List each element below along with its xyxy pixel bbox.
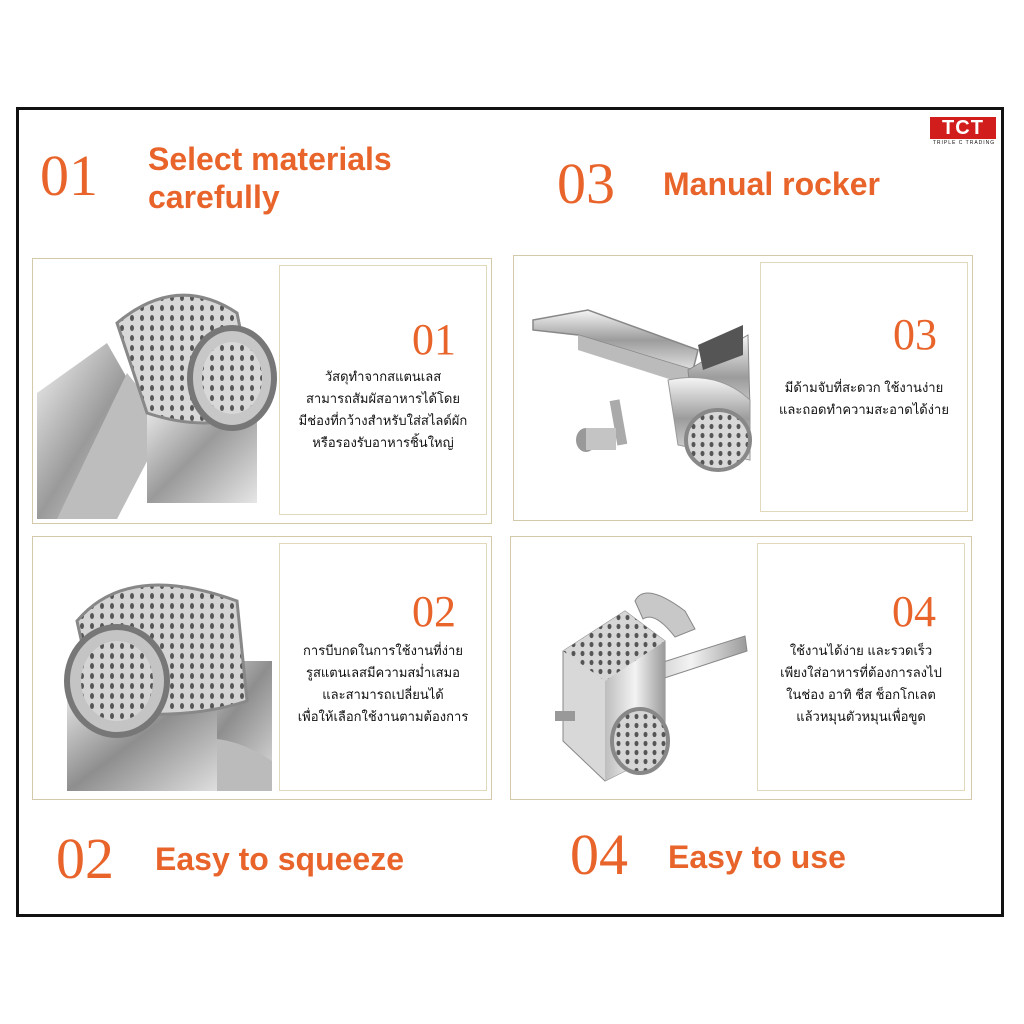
card-number-04: 04 [892, 587, 936, 636]
feature-card-01 [279, 265, 487, 515]
feature-panel-03 [513, 255, 973, 521]
grater-box-image [515, 541, 755, 795]
feature-title-04: Easy to use [668, 839, 846, 875]
feature-number-02: 02 [56, 826, 114, 891]
card-04-line: แล้วหมุนตัวหมุนเพื่อขูด [796, 709, 926, 724]
card-01-line: วัสดุทำจากสแตนเลส [324, 369, 442, 384]
card-text-03 [765, 377, 963, 421]
card-04-line: ใช้งานได้ง่าย และรวดเร็ว [789, 643, 933, 658]
card-text-02 [284, 640, 482, 728]
card-02-line: การบีบกดในการใช้งานที่ง่าย [303, 643, 463, 658]
feature-title-01-line2: carefully [148, 179, 280, 216]
card-number-01: 01 [412, 315, 456, 364]
feature-number-03: 03 [557, 151, 615, 216]
card-02-line: เพื่อให้เลือกใช้งานตามต้องการ [297, 709, 469, 724]
card-01-line: มีช่องที่กว้างสำหรับใส่สไลด์ผัก [298, 413, 468, 428]
card-01-line: สามารถสัมผัสอาหารได้โดย [306, 391, 460, 406]
card-number-02: 02 [412, 587, 456, 636]
card-number-03: 03 [893, 310, 937, 359]
card-04-line: ในช่อง อาทิ ชีส ช็อกโกเลต [786, 687, 936, 702]
feature-number-04: 04 [570, 822, 628, 887]
grater-photo-01 [37, 263, 277, 519]
feature-panel-01 [32, 258, 492, 524]
grater-photo-04 [515, 541, 755, 795]
card-02-line: รูสแตนเลสมีความสม่ำเสมอ [306, 665, 460, 680]
rotary-grater-image [37, 263, 277, 519]
feature-title-01-line1: Select materials [148, 141, 392, 177]
feature-card-03 [760, 262, 968, 512]
grater-photo-02 [37, 541, 277, 795]
feature-card-04 [757, 543, 965, 791]
feature-title-02: Easy to squeeze [155, 841, 404, 877]
feature-card-02 [279, 543, 487, 791]
card-text-04 [762, 640, 960, 728]
card-text-01 [284, 366, 482, 454]
card-01-line: หรือรองรับอาหารชิ้นใหญ่ [312, 435, 454, 450]
card-02-line: และสามารถเปลี่ยนได้ [322, 687, 444, 702]
grater-handle-image [518, 260, 758, 516]
logo-tagline: TRIPLE C TRADING [932, 140, 996, 146]
feature-panel-02 [32, 536, 492, 800]
grater-drum-image [37, 541, 277, 795]
feature-number-01: 01 [40, 143, 98, 208]
feature-panel-04 [510, 536, 972, 800]
card-03-line: และถอดทำความสะอาดได้ง่าย [779, 402, 949, 417]
card-04-line: เพียงใส่อาหารที่ต้องการลงไป [780, 665, 942, 680]
feature-title-03: Manual rocker [663, 166, 880, 202]
brand-logo [930, 117, 998, 149]
grater-photo-03 [518, 260, 758, 516]
logo-mark: TCT [930, 117, 996, 139]
card-03-line: มีด้ามจับที่สะดวก ใช้งานง่าย [784, 380, 944, 395]
feature-title-01 [148, 140, 392, 217]
